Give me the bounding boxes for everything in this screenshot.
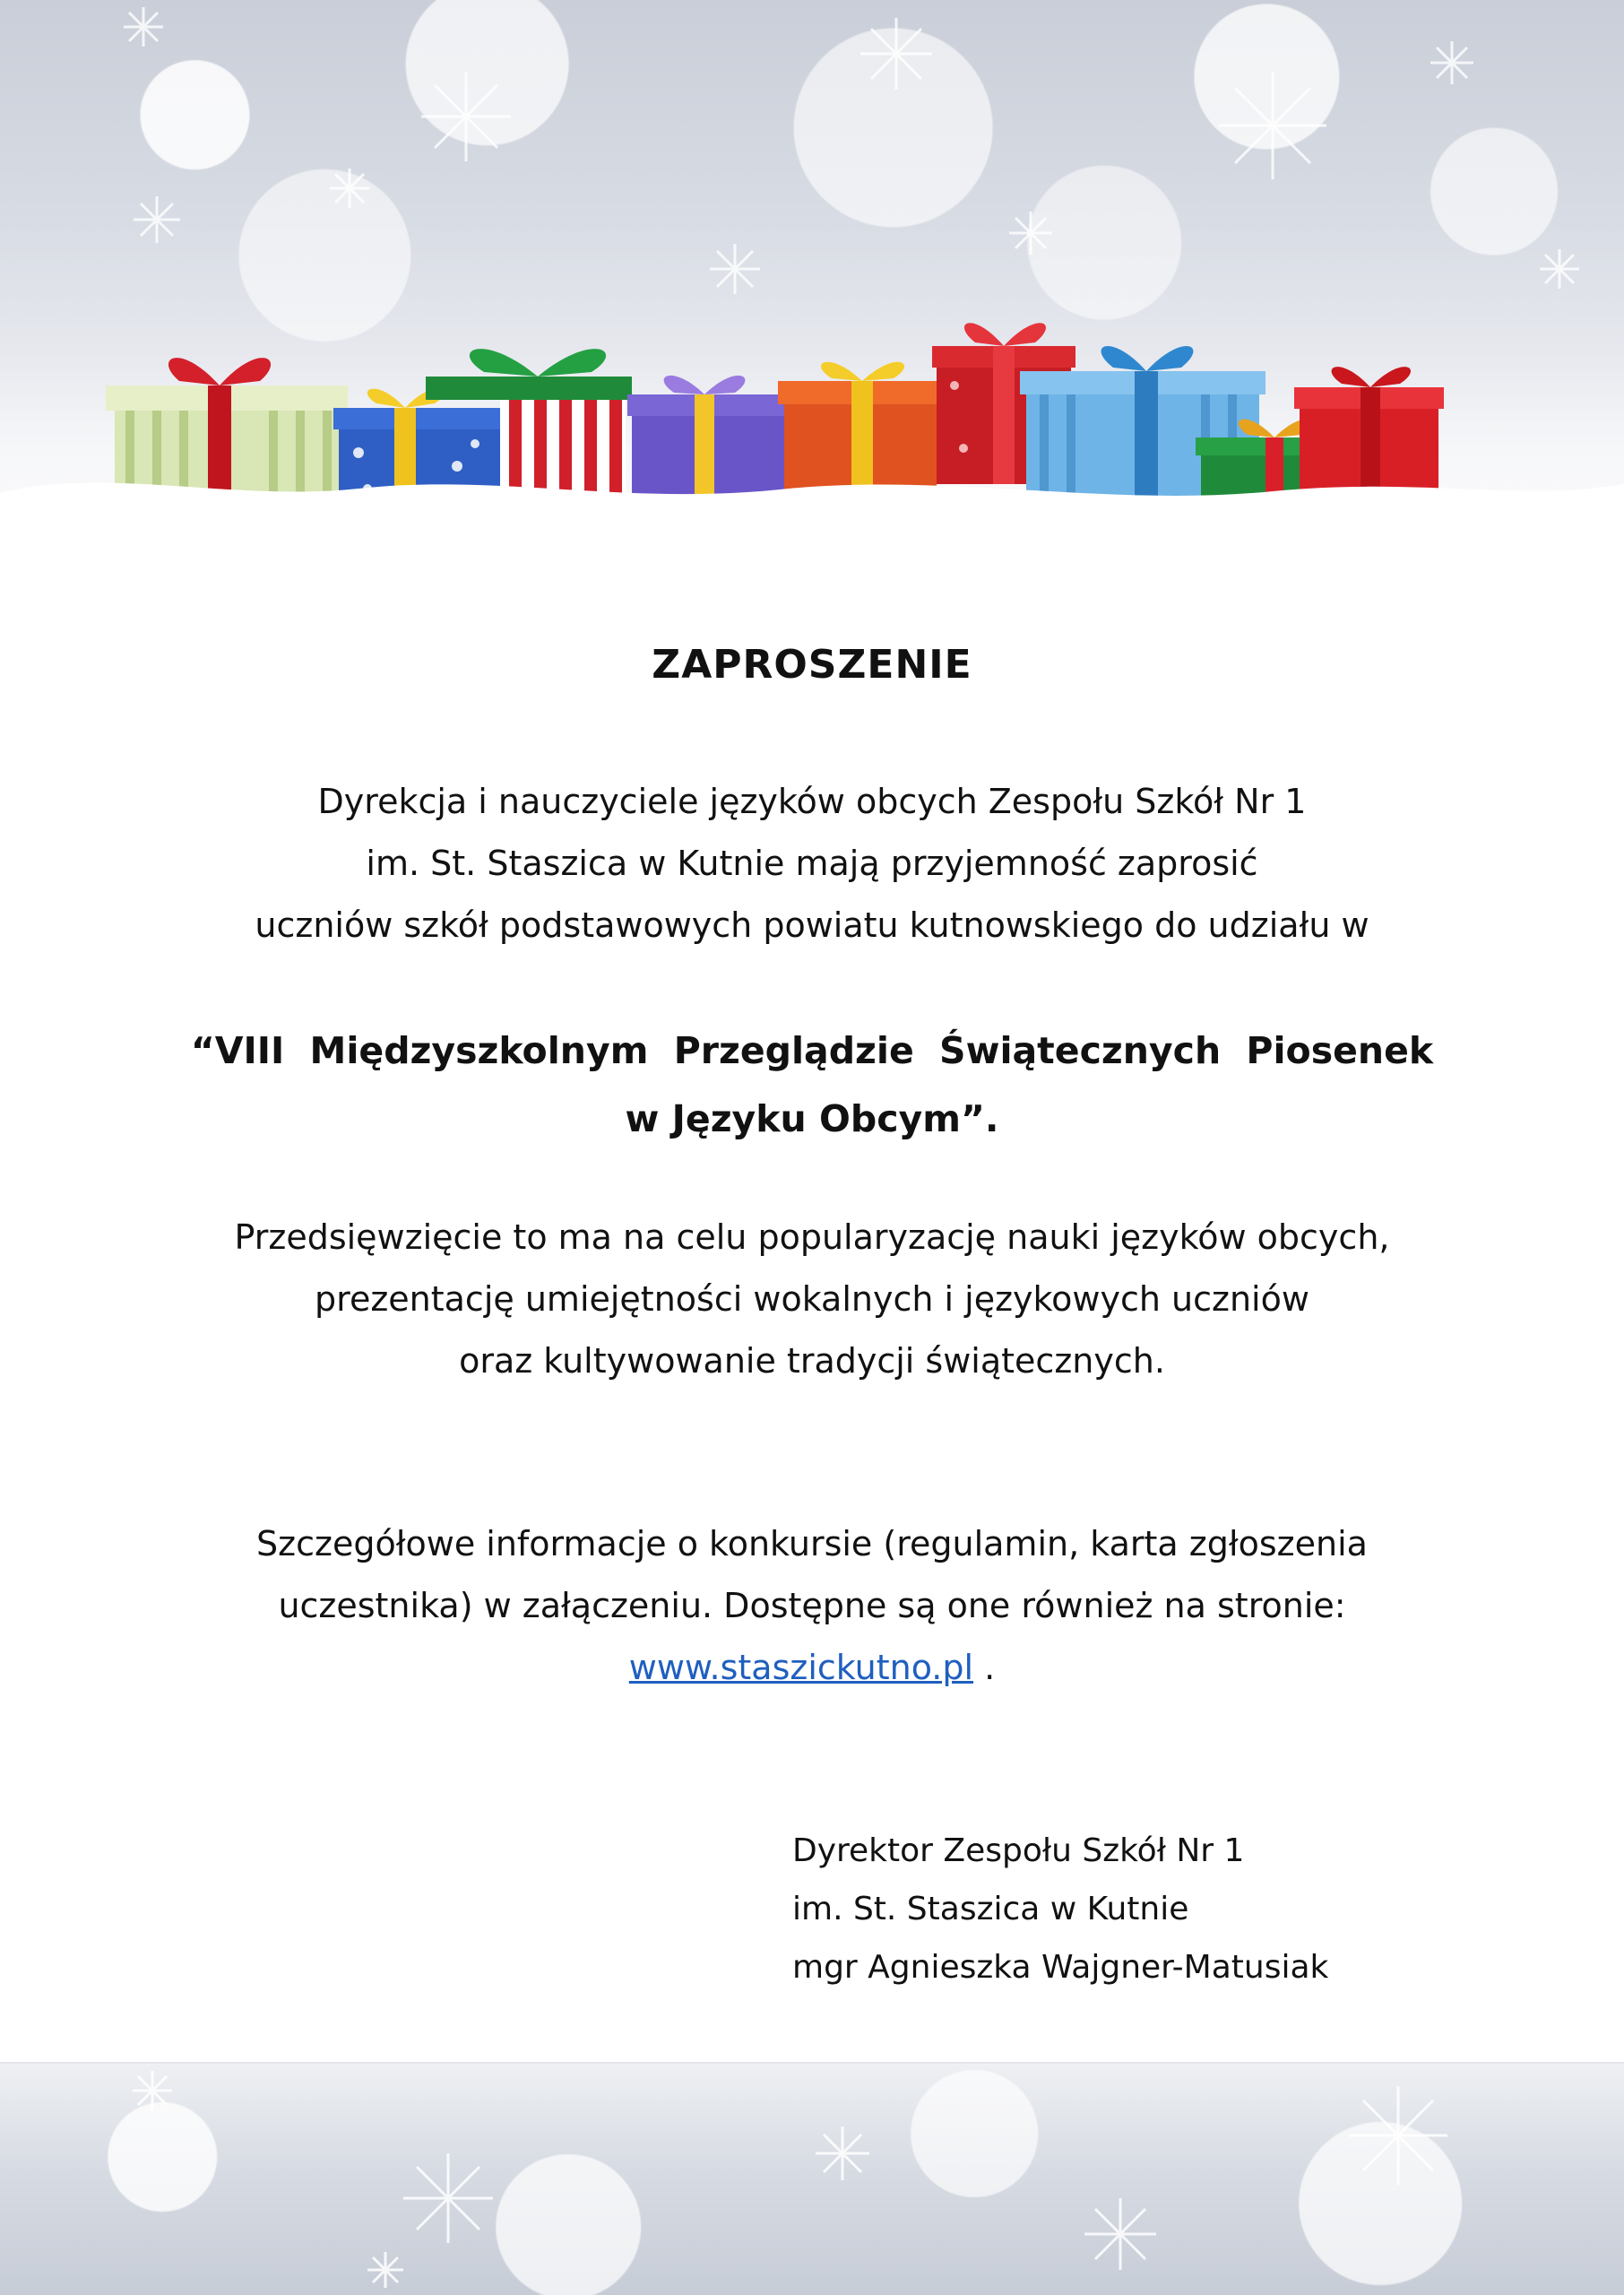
intro-line: uczniów szkół podstawowych powiatu kutnowskiego do udziału w: [255, 905, 1369, 945]
event-name: [0, 1017, 1624, 1153]
invitation-title: ZAPROSZENIE: [652, 642, 972, 688]
signature-line: mgr Agnieszka Wajgner-Matusiak: [792, 1949, 1329, 1986]
purpose-line: Przedsięwzięcie to ma na celu popularyzację nauki języków obcych,: [234, 1217, 1390, 1257]
signature-block: [792, 1822, 1328, 1996]
website-suffix: .: [973, 1648, 996, 1687]
gift-box-orange: [778, 362, 943, 493]
details-line: uczestnika) w załączeniu. Dostępne są one również na stronie:: [278, 1586, 1346, 1625]
details-paragraph: [0, 1513, 1624, 1699]
gifts-illustration: [0, 0, 1624, 638]
purpose-paragraph: [0, 1207, 1624, 1392]
intro-line: im. St. Staszica w Kutnie mają przyjemność zaprosić: [366, 844, 1258, 883]
signature-line: im. St. Staszica w Kutnie: [792, 1891, 1189, 1927]
signature-line: Dyrektor Zespołu Szkół Nr 1: [792, 1832, 1245, 1869]
details-line: Szczegółowe informacje o konkursie (regulamin, karta zgłoszenia: [256, 1524, 1368, 1563]
intro-paragraph: [0, 771, 1624, 957]
snowflakes-bottom: [0, 2064, 1624, 2295]
gift-box-red-right: [1294, 367, 1444, 491]
website-line: [0, 1637, 1624, 1699]
event-name-line: w Języku Obcym”.: [625, 1097, 999, 1140]
website-link[interactable]: www.staszickutno.pl: [628, 1648, 974, 1687]
snowflakes-decoration: [124, 7, 1579, 294]
event-name-line: “VIII Międzyszkolnym Przeglądzie Świątecznych Piosenek: [190, 1029, 1434, 1072]
purpose-line: oraz kultywowanie tradycji świątecznych.: [459, 1341, 1165, 1381]
purpose-line: prezentację umiejętności wokalnych i językowych uczniów: [315, 1279, 1309, 1319]
gift-box-purple: [627, 376, 789, 502]
top-banner-gifts: [0, 0, 1624, 638]
bottom-banner-snow: [0, 2062, 1624, 2295]
intro-line: Dyrekcja i nauczyciele języków obcych Zespołu Szkół Nr 1: [317, 782, 1307, 821]
